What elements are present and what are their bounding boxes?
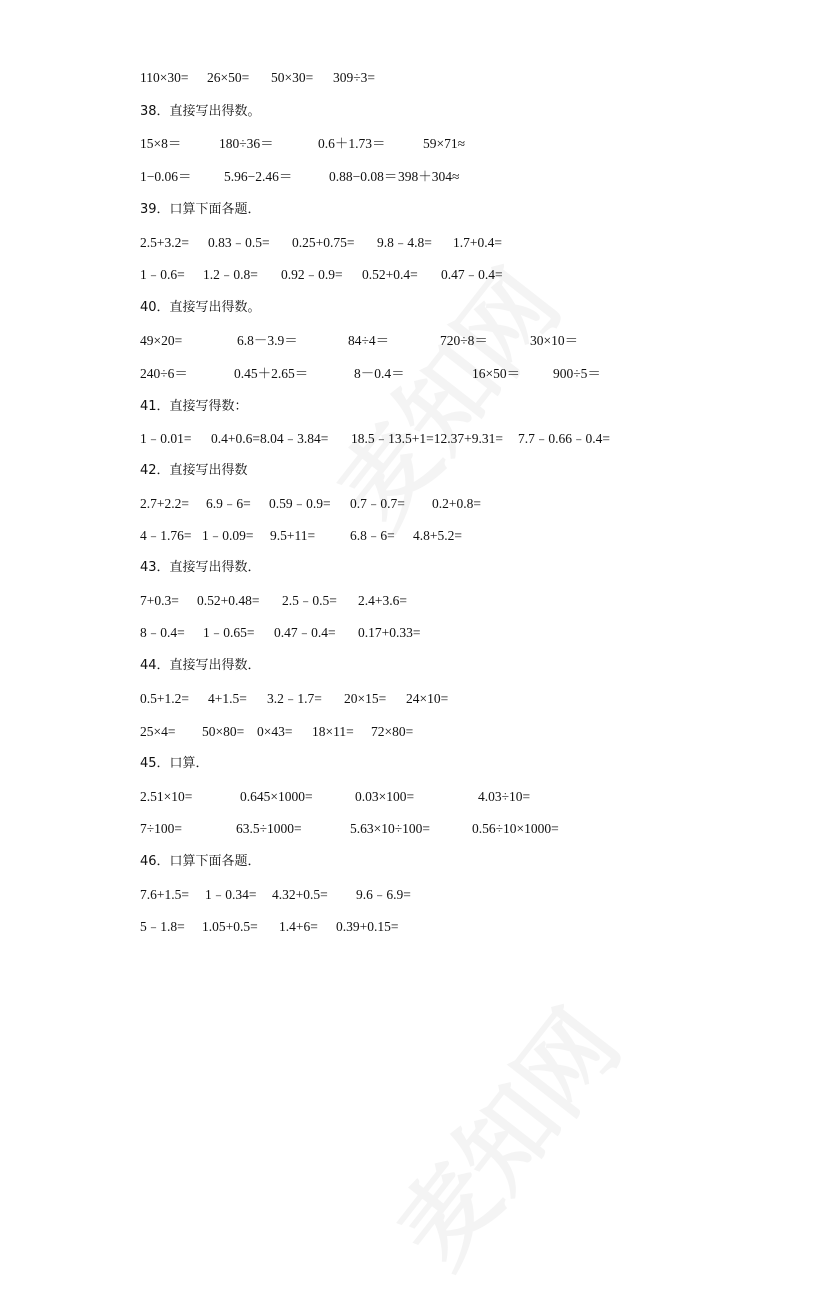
expression: 1﹣0.01= [140,431,192,446]
expression: 110×30= [140,70,189,85]
question-heading: 43．直接写出得数． [140,560,261,575]
expression: 1−0.06＝ [140,169,192,184]
expression: 1﹣0.34= [205,887,257,902]
expression: 0.6＋1.73＝ [318,136,386,151]
expression: 2.51×10= [140,789,193,804]
expression: 50×30= [271,70,314,85]
expression: 180÷36＝ [219,136,274,151]
question-heading: 38．直接写出得数。 [140,104,261,119]
expression: 240÷6＝ [140,366,188,381]
question-heading: 45．口算． [140,756,209,771]
expression: 72×80= [371,724,414,739]
expression: 18×11= [312,724,354,739]
expression: 1.05+0.5= [202,919,258,934]
expression: 1.7+0.4= [453,235,502,250]
expression: 4.03÷10= [478,789,531,804]
expression: 1﹣0.09= [202,528,254,543]
expression: 0.2+0.8= [432,496,481,511]
expression: 9.8﹣4.8= [377,235,432,250]
expression: 5.96−2.46＝ [224,169,293,184]
expression: 0.88−0.08＝ [329,169,398,184]
expression: 63.5÷1000= [236,821,302,836]
expression: 0.4+0.6=8.04﹣3.84= [211,431,329,446]
expression: 1﹣0.65= [203,625,255,640]
expression: 20×15= [344,691,387,706]
expression: 0.59﹣0.9= [269,496,331,511]
expression: 9.5+11= [270,528,316,543]
expression: 398＋304≈ [398,169,460,184]
question-heading: 39．口算下面各题． [140,202,261,217]
expression: 0.45＋2.65＝ [234,366,309,381]
expression: 3.2﹣1.7= [267,691,322,706]
expression: 25×4= [140,724,176,739]
expression: 0.17+0.33= [358,625,421,640]
expression: 50×80= [202,724,245,739]
expression: 18.5﹣13.5+1=12.37+9.31= [351,431,503,446]
expression: 0.83﹣0.5= [208,235,270,250]
expression: 7+0.3= [140,593,179,608]
expression: 6.8﹣6= [350,528,395,543]
expression: 1.4+6= [279,919,318,934]
expression: 0.5+1.2= [140,691,189,706]
expression: 0.52+0.4= [362,267,418,282]
expression: 0.39+0.15= [336,919,399,934]
expression: 8－0.4＝ [354,366,405,381]
watermark-bottom [360,978,645,1289]
expression: 5.63×10÷100= [350,821,431,836]
expression: 30×10＝ [530,333,579,348]
question-heading: 46．口算下面各题． [140,854,261,869]
expression: 6.9﹣6= [206,496,251,511]
question-heading: 41．直接写得数： [140,399,248,414]
expression: 8﹣0.4= [140,625,185,640]
expression: 15×8＝ [140,136,182,151]
expression: 9.6﹣6.9= [356,887,411,902]
expression: 309÷3= [333,70,376,85]
expression: 16×50＝ [472,366,521,381]
expression: 0.52+0.48= [197,593,260,608]
expression: 0.03×100= [355,789,415,804]
expression: 2.7+2.2= [140,496,189,511]
expression: 900÷5＝ [553,366,601,381]
expression: 7.6+1.5= [140,887,189,902]
question-heading: 42．直接写出得数 [140,463,248,478]
expression: 2.5﹣0.5= [282,593,337,608]
expression: 0.47﹣0.4= [274,625,336,640]
expression: 7.7﹣0.66﹣0.4= [518,431,610,446]
expression: 0.25+0.75= [292,235,355,250]
expression: 1.2﹣0.8= [203,267,258,282]
expression: 2.5+3.2= [140,235,189,250]
expression: 59×71≈ [423,136,466,151]
expression: 0.56÷10×1000= [472,821,559,836]
expression: 24×10= [406,691,449,706]
expression: 4.8+5.2= [413,528,462,543]
expression: 0×43= [257,724,293,739]
expression: 4.32+0.5= [272,887,328,902]
expression: 0.645×1000= [240,789,313,804]
expression: 720÷8＝ [440,333,488,348]
expression: 0.92﹣0.9= [281,267,343,282]
expression: 49×20= [140,333,183,348]
question-heading: 44．直接写出得数． [140,658,261,673]
expression: 0.7﹣0.7= [350,496,405,511]
expression: 0.47﹣0.4= [441,267,503,282]
expression: 1﹣0.6= [140,267,185,282]
expression: 26×50= [207,70,250,85]
expression: 6.8－3.9＝ [237,333,298,348]
expression: 84÷4＝ [348,333,390,348]
expression: 2.4+3.6= [358,593,407,608]
expression: 4﹣1.76= [140,528,192,543]
question-heading: 40．直接写出得数。 [140,300,261,315]
expression: 5﹣1.8= [140,919,185,934]
expression: 7÷100= [140,821,183,836]
expression: 4+1.5= [208,691,247,706]
